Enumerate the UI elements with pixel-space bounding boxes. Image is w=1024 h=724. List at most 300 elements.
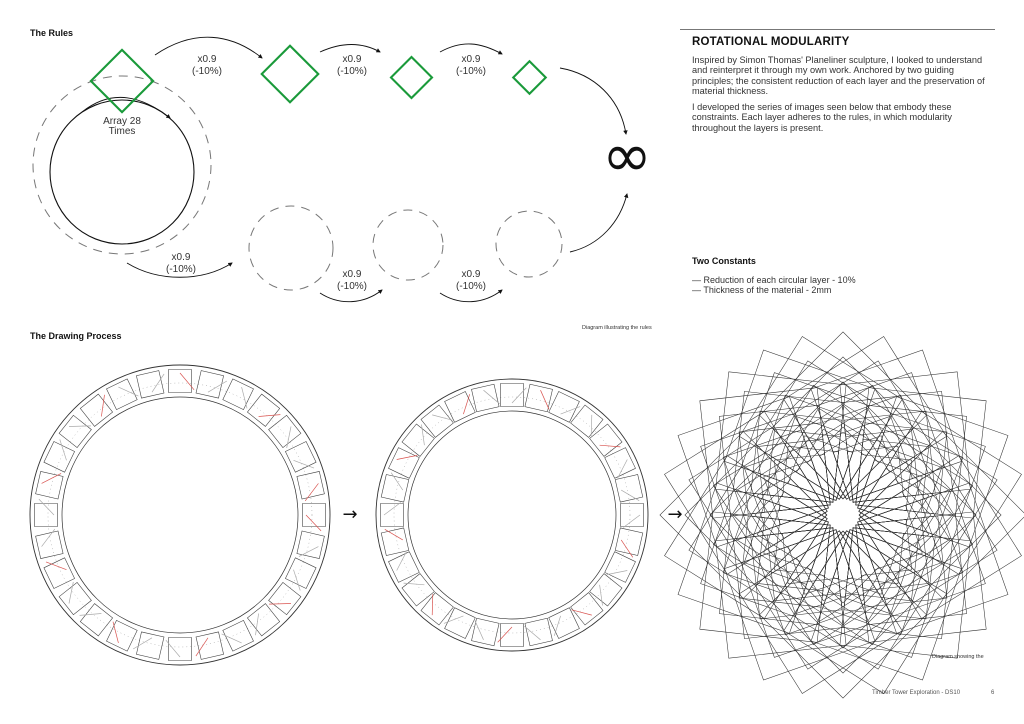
bottom-to-infinity-arrow	[570, 194, 627, 252]
drawing-process-heading: The Drawing Process	[30, 331, 122, 341]
rosette-square	[856, 512, 987, 643]
infinity-icon: ∞	[602, 121, 652, 191]
ring-connector	[259, 415, 281, 417]
ring-connector	[397, 455, 418, 459]
ring-connector	[133, 638, 152, 649]
ring-connector	[600, 445, 621, 447]
rosette-square	[769, 531, 883, 645]
rosette-square	[757, 518, 830, 591]
ring-module	[525, 618, 553, 646]
ring-connector	[294, 570, 301, 591]
top-arrow-3	[440, 44, 502, 54]
rosette-square	[859, 492, 929, 562]
ring-module	[525, 384, 553, 412]
rosette-square	[807, 427, 879, 499]
rosette-square	[723, 430, 828, 535]
rosette-square	[757, 492, 827, 562]
rosette-square	[713, 475, 827, 589]
process-diagram-caption: Diagram showing the	[932, 654, 984, 660]
ring-connector	[152, 374, 164, 392]
rosette-square	[757, 439, 830, 512]
rosette-square	[856, 519, 912, 575]
rosette-square	[842, 391, 953, 502]
rosette-square	[767, 528, 840, 601]
rosette-square	[820, 429, 890, 499]
ring-module	[196, 371, 224, 399]
rosette-square	[859, 444, 1001, 586]
reduction-label-4: (-10%)	[165, 264, 197, 275]
ring-connector	[69, 426, 91, 427]
ring-module	[223, 379, 254, 410]
ring-connector	[118, 387, 138, 396]
rosette-square	[774, 416, 858, 500]
rosette-square	[764, 505, 829, 570]
rosette-square	[788, 436, 853, 501]
rosette-square	[856, 455, 912, 511]
rosette-square	[725, 350, 875, 500]
rosette-square	[719, 405, 830, 516]
rosette-square	[757, 468, 827, 538]
rosette-square	[859, 468, 953, 561]
ring-module	[445, 608, 476, 639]
ring-module	[303, 504, 326, 527]
ring-connector	[498, 627, 512, 642]
ring-module	[59, 582, 91, 614]
ring-module	[44, 442, 75, 473]
ring-connector	[444, 616, 464, 624]
rosette-square	[858, 460, 923, 525]
ring-connector	[591, 415, 592, 436]
rosette-square	[793, 361, 931, 499]
rosette-square	[856, 439, 929, 512]
ring-connector	[541, 390, 550, 409]
ring-module	[421, 593, 453, 625]
rosette-square	[796, 429, 866, 499]
scale-label-3: x0.9	[461, 54, 481, 65]
ring-connector	[80, 614, 102, 616]
process-ring-step-2	[376, 379, 648, 651]
ring-connector	[46, 562, 67, 570]
rosette-square	[859, 468, 929, 538]
rosette-square	[858, 500, 942, 584]
ring-connector	[432, 415, 452, 420]
rosette-square	[833, 436, 898, 501]
process-rosette-final	[660, 332, 1024, 698]
ring-module	[269, 582, 301, 614]
panel-paragraph-1: Inspired by Simon Thomas' Planeliner sculpture, I looked to understand and reinterpret it through my own work. Anchored by two guiding principles; the consistent reduction of each layer and the preservation of material thickness.	[692, 55, 985, 97]
ring-connector	[618, 460, 628, 479]
panel-divider	[680, 29, 995, 30]
scale-label-1: x0.9	[197, 54, 217, 65]
rosette-square	[856, 405, 967, 516]
rosette-square	[858, 446, 942, 530]
rosette-square	[796, 405, 889, 499]
rosette-square	[725, 530, 875, 680]
rosette-square	[859, 465, 997, 603]
ring-connector	[166, 640, 180, 657]
rosette-square	[823, 395, 928, 500]
rosette-square	[755, 531, 893, 669]
rosette-square	[723, 495, 828, 600]
rosette-square	[828, 416, 912, 500]
rosette-square	[744, 500, 828, 584]
scale-label-4: x0.9	[171, 252, 191, 263]
ring-connector	[287, 427, 291, 449]
rosette-square	[846, 429, 919, 502]
ring-module	[136, 632, 164, 660]
rosette-square	[796, 531, 889, 625]
rosette-square	[760, 531, 927, 698]
rosette-square	[689, 427, 827, 565]
ring-module	[36, 531, 64, 559]
ring-module	[605, 448, 636, 479]
rosette-square	[856, 516, 947, 607]
scale-label-5: x0.9	[342, 269, 362, 280]
rosette-square	[764, 460, 829, 525]
ring-module	[80, 394, 112, 426]
ring-module	[501, 384, 524, 407]
rosette-square	[716, 528, 847, 659]
rosette-square	[783, 528, 839, 584]
rosette-square	[755, 479, 827, 551]
ring-module	[169, 370, 192, 393]
rosette-square	[859, 432, 1024, 599]
square-layer-4	[513, 61, 546, 94]
rosette-square	[807, 531, 879, 603]
ring-connector	[623, 515, 640, 528]
rosette-square	[858, 397, 1008, 547]
rosette-square	[774, 519, 830, 575]
ring-module	[615, 528, 643, 556]
ring-module	[590, 574, 622, 606]
ring-connector	[60, 440, 67, 461]
rosette-square	[812, 531, 903, 622]
rules-heading: The Rules	[30, 28, 74, 38]
ring-connector	[600, 585, 603, 606]
rosette-square	[785, 531, 902, 648]
rosette-square	[660, 432, 827, 599]
rosette-square	[736, 455, 827, 546]
rosette-square	[701, 413, 829, 541]
ring-module	[590, 424, 622, 456]
rosette-square	[774, 455, 830, 511]
rosette-square	[710, 457, 827, 574]
reduction-label-3: (-10%)	[455, 66, 487, 77]
ring-connector	[621, 540, 633, 557]
rosette-square	[812, 408, 903, 499]
rosette-square	[713, 441, 827, 555]
rules-diagram	[0, 0, 680, 330]
ring-connector	[42, 529, 55, 547]
ring-module	[169, 638, 192, 661]
ring-connector	[385, 529, 403, 540]
ring-module	[381, 475, 409, 503]
ring-connector	[242, 387, 247, 408]
square-layer-1	[91, 50, 153, 112]
ring-module	[297, 471, 325, 499]
rosette-square	[811, 350, 961, 500]
rosette-square	[817, 373, 945, 501]
rosette-square	[842, 528, 953, 639]
rosette-square	[856, 388, 987, 518]
ring-module	[549, 608, 580, 639]
ring-module	[605, 552, 636, 583]
square-layer-3	[391, 57, 432, 98]
dashed-layer-4	[496, 211, 562, 277]
rosette-square	[701, 489, 829, 617]
ring-inner-circle	[62, 397, 298, 633]
ring-connector	[305, 483, 318, 501]
rosette-square	[847, 528, 903, 584]
rosette-square	[858, 483, 1008, 633]
rosette-square	[840, 372, 971, 503]
ring-connector	[384, 503, 401, 516]
rosette-square	[859, 441, 973, 555]
ring-module	[44, 558, 75, 589]
rosette-square	[719, 514, 830, 625]
constant-item-thickness: — Thickness of the material - 2mm	[692, 285, 832, 295]
ring-connector	[475, 621, 484, 640]
rosette-square	[823, 530, 928, 635]
rosette-square	[733, 391, 844, 502]
ring-module	[59, 415, 91, 447]
rosette-square	[740, 337, 903, 500]
rosette-square	[751, 411, 842, 502]
reduction-label-6: (-10%)	[455, 281, 487, 292]
ring-module	[421, 405, 453, 437]
rosette-square	[856, 518, 929, 591]
rosette-square	[817, 530, 945, 658]
ring-module	[285, 558, 316, 589]
rosette-square	[859, 479, 931, 551]
rosette-square	[796, 531, 866, 601]
ring-module	[247, 394, 279, 426]
rosette-square	[740, 531, 903, 694]
rosette-square	[859, 457, 976, 574]
rosette-square	[828, 530, 912, 614]
panel-paragraph-2: I developed the series of images seen below that embody these constraints. Each layer adheres to the rules, in which modularity throughout the layers is present.	[692, 102, 952, 133]
ring-module	[297, 531, 325, 559]
ring-connector	[69, 582, 73, 604]
ring-connector	[621, 490, 639, 501]
rosette-square	[678, 483, 828, 633]
reduction-label-1: (-10%)	[191, 66, 223, 77]
rosette-square	[859, 427, 997, 565]
ring-module	[107, 379, 138, 410]
ring-connector	[294, 460, 315, 468]
ring-module	[472, 384, 500, 412]
rosette-square	[751, 528, 842, 619]
ring-connector	[299, 547, 319, 557]
square-layer-2	[262, 46, 319, 103]
ring-module	[571, 405, 603, 437]
rosette-square	[758, 530, 863, 635]
rosette-square	[858, 495, 963, 600]
ring-module	[35, 504, 58, 527]
array-label-line1: Array 28	[103, 116, 141, 127]
ring-module	[501, 624, 524, 647]
rosette-square	[733, 468, 827, 561]
rosette-square	[700, 388, 831, 518]
ring-connector	[422, 425, 425, 446]
rosette-square	[793, 531, 931, 669]
ring-module	[381, 504, 404, 527]
rosette-square	[769, 385, 883, 499]
ring-connector	[113, 622, 118, 643]
rosette-square	[788, 530, 853, 595]
rosette-square	[856, 514, 967, 625]
ring-outer-circle	[30, 365, 330, 665]
ring-connector	[256, 614, 259, 636]
rosette-square	[846, 528, 919, 601]
rules-diagram-caption: Diagram illustrating the rules	[582, 325, 652, 331]
ring-connector	[39, 499, 54, 515]
ring-connector	[554, 616, 560, 636]
ring-connector	[222, 634, 242, 643]
ring-module	[472, 618, 500, 646]
panel-title: ROTATIONAL MODULARITY	[692, 36, 850, 48]
rosette-square	[767, 429, 840, 502]
rosette-square	[755, 361, 893, 499]
rosette-square	[736, 484, 827, 575]
ring-module	[269, 415, 301, 447]
rosette-square	[733, 528, 844, 639]
ring-connector	[180, 373, 194, 390]
ring-module	[389, 448, 420, 479]
rosette-square	[716, 372, 847, 503]
rosette-square	[858, 505, 923, 570]
rosette-square	[859, 475, 973, 589]
rosette-square	[689, 465, 827, 603]
ring-dotted-circle	[394, 397, 630, 633]
rosette-square	[833, 530, 898, 595]
rosette-square	[785, 382, 902, 499]
dashed-outer-layer	[33, 76, 211, 254]
ring-connector	[196, 638, 208, 656]
rosette-square	[700, 512, 831, 643]
rosette-square	[772, 357, 914, 499]
process-arrow-icon-1: →	[342, 504, 358, 525]
ring-connector	[432, 594, 433, 615]
ring-connector	[101, 395, 104, 417]
array-label-line2: Times	[108, 126, 136, 137]
ring-outer-circle	[376, 379, 648, 651]
ring-module	[36, 471, 64, 499]
rosette-square	[783, 531, 874, 622]
ring-connector	[391, 473, 403, 490]
ring-module	[389, 552, 420, 583]
rosette-square	[758, 395, 863, 500]
ring-module	[381, 528, 409, 556]
ring-module	[621, 504, 644, 527]
constant-item-reduction: — Reduction of each circular layer - 10%	[692, 275, 856, 285]
ring-module	[615, 475, 643, 503]
rosette-square	[784, 531, 947, 694]
rosette-square	[856, 423, 947, 514]
rosette-square	[847, 446, 903, 502]
rosette-square	[803, 531, 917, 645]
rosette-square	[840, 528, 971, 659]
ring-connector	[607, 571, 628, 575]
rosette-square	[744, 446, 828, 530]
footer-page-number: 6	[991, 690, 995, 696]
reduction-label-2: (-10%)	[336, 66, 368, 77]
rosette-square	[858, 489, 986, 617]
ring-module	[402, 424, 434, 456]
ring-connector	[484, 390, 500, 404]
ring-module	[136, 371, 164, 399]
ring-module	[247, 604, 279, 636]
ring-connector	[404, 583, 425, 585]
footer-project: Timber Tower Exploration - DS10	[872, 690, 961, 696]
ring-connector	[269, 604, 291, 605]
rosette-square	[783, 408, 874, 499]
rosette-square	[739, 423, 830, 514]
ring-module	[107, 620, 138, 651]
reduction-label-5: (-10%)	[336, 281, 368, 292]
ring-connector	[572, 610, 592, 615]
ring-dotted-circle	[48, 383, 312, 647]
rosette-square	[844, 528, 935, 619]
rosette-square	[685, 444, 827, 586]
rosette-square	[760, 332, 927, 499]
rosette-square	[858, 430, 963, 535]
rosette-square	[858, 413, 986, 541]
rosette-square	[783, 446, 839, 502]
rosette-square	[741, 530, 869, 658]
ring-connector	[42, 473, 62, 483]
rosette-square	[844, 411, 935, 502]
ring-module	[80, 604, 112, 636]
ring-module	[549, 392, 580, 423]
ring-connector	[306, 515, 321, 531]
ring-connector	[463, 394, 469, 414]
rosette-square	[803, 385, 917, 499]
ring-module	[196, 632, 224, 660]
rosette-square	[859, 456, 1022, 619]
rosette-square	[772, 531, 914, 673]
rosette-square	[665, 412, 828, 575]
rosette-square	[784, 337, 947, 500]
ring-inner-circle	[408, 411, 616, 619]
rosette-square	[739, 516, 830, 607]
ring-connector	[561, 407, 581, 415]
rosette-square	[665, 456, 828, 619]
rosette-square	[820, 531, 890, 601]
rosette-square	[678, 397, 828, 547]
rosette-square	[774, 530, 858, 614]
ring-connector	[525, 626, 541, 640]
rosette-square	[741, 373, 869, 501]
dashed-layer-3	[373, 210, 443, 280]
ring-module	[402, 574, 434, 606]
dashed-layer-2	[249, 206, 333, 290]
process-arrow-icon-2: →	[667, 504, 683, 525]
ring-module	[285, 442, 316, 473]
top-arrow-2	[320, 45, 380, 53]
ring-connector	[208, 381, 227, 392]
ring-module	[223, 620, 254, 651]
ring-module	[571, 593, 603, 625]
rosette-square	[859, 412, 1022, 575]
rosette-square	[859, 484, 950, 575]
scale-label-6: x0.9	[461, 269, 481, 280]
ring-connector	[397, 552, 407, 571]
ring-module	[445, 392, 476, 423]
process-ring-step-1	[30, 365, 330, 665]
rosette-square	[859, 455, 950, 546]
scale-label-2: x0.9	[342, 54, 362, 65]
